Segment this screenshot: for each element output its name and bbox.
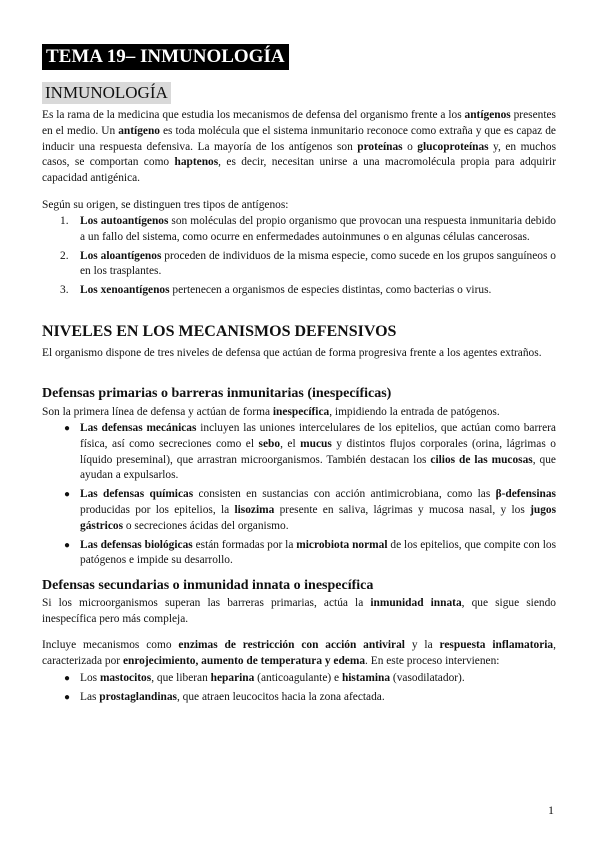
inflammation-list [42, 671, 556, 709]
list-number: 2. [60, 249, 69, 262]
levels-paragraph: El organismo dispone de tres niveles de defensa que actúan de forma progresiva frente a los agentes extraños. [42, 347, 542, 359]
list-item-text: Las defensas biológicas están formadas por la microbiota normal de los epitelios, que compite con los patógenos e impide su desarrollo. [80, 538, 557, 567]
list-number: 3. [60, 284, 69, 297]
list-item [42, 214, 556, 246]
list-item-text: Los autoantígenos son moléculas del propio organismo que provocan una respuesta inmunitaria debido a un fallo del sistema, como ocurre en enfermedades autoinmunes o en algunas células cancerosas. [80, 215, 556, 243]
list-number: 1. [60, 215, 69, 227]
bullet-icon: ● [64, 673, 71, 684]
bullet-icon: ● [64, 539, 71, 551]
list-item [42, 671, 556, 687]
list-item-text: Los mastocitos, que liberan heparina (anticoagulante) e histamina (vasodilatador). [80, 672, 465, 684]
section-title: INMUNOLOGÍA [42, 82, 171, 104]
list-item-text: Los aloantígenos proceden de individuos de la misma especie, como sucede en los grupos sanguíneos o en los trasplantes. [80, 249, 556, 278]
bullet-icon: ● [64, 489, 71, 501]
list-item [42, 283, 556, 299]
list-item-text: Las defensas mecánicas incluyen las uniones intercelulares de los epitelios, que actúan como barrera física, así como secreciones como el sebo, el mucus y distintos flujos corporales (orina, lágrimas o líquido preseminal), que arrastran microorganismos. También destacan los cilios de las mucosas, que ayudan a expulsarlos. [80, 422, 556, 482]
bullet-icon: ● [64, 691, 71, 703]
antigen-types-intro: Según su origen, se distinguen tres tipos de antígenos: [42, 199, 289, 211]
list-item [42, 249, 556, 281]
list-item [42, 421, 556, 484]
primary-defenses-heading: Defensas primarias o barreras inmunitarias (inespecíficas) [42, 386, 392, 401]
list-item [42, 690, 556, 706]
secondary-defenses-paragraph: Si los microorganismos superan las barreras primarias, actúa la inmunidad innata, que sigue siendo inespecífica pero más compleja. [42, 597, 556, 625]
list-item [42, 487, 556, 534]
secondary-defenses-heading: Defensas secundarias o inmunidad innata o inespecífica [42, 578, 374, 593]
page-number: 1 [548, 803, 554, 817]
list-item-text: Las prostaglandinas, que atraen leucocitos hacia la zona afectada. [80, 690, 385, 703]
list-item-text: Las defensas químicas consisten en sustancias con acción antimicrobiana, como las β-defensinas producidas por los epitelios, la lisozima presente en saliva, lágrimas y mucosa nasal, y los jugos gástricos o secreciones ácidas del organismo. [80, 488, 557, 532]
bullet-icon: ● [64, 423, 71, 434]
main-title: TEMA 19– INMUNOLOGÍA [42, 44, 289, 70]
primary-defenses-list [42, 421, 556, 572]
list-item [42, 538, 556, 570]
primary-defenses-paragraph: Son la primera línea de defensa y actúan de forma inespecífica, impidiendo la entrada de patógenos. [42, 406, 500, 418]
list-item-text: Los xenoantígenos pertenecen a organismos de especies distintas, como bacterias o virus. [80, 284, 492, 297]
inflammation-paragraph: Incluye mecanismos como enzimas de restricción con acción antiviral y la respuesta inflamatoria, caracterizada por enrojecimiento, aumento de temperatura y edema. En este proceso intervienen: [42, 639, 556, 667]
intro-paragraph: Es la rama de la medicina que estudia los mecanismos de defensa del organismo frente a los antígenos presentes en el medio. Un antígeno es toda molécula que el sistema inmunitario reconoce como extraña y que es capaz de inducir una respuesta defensiva. La mayoría de los antígenos son proteínas o glucoproteínas y, en muchos casos, se comportan como haptenos, es decir, necesitan unirse a una macromolécula propia para adquirir capacidad antigénica. [42, 109, 557, 185]
antigen-types-list [42, 214, 556, 302]
levels-heading: NIVELES EN LOS MECANISMOS DEFENSIVOS [42, 323, 397, 340]
